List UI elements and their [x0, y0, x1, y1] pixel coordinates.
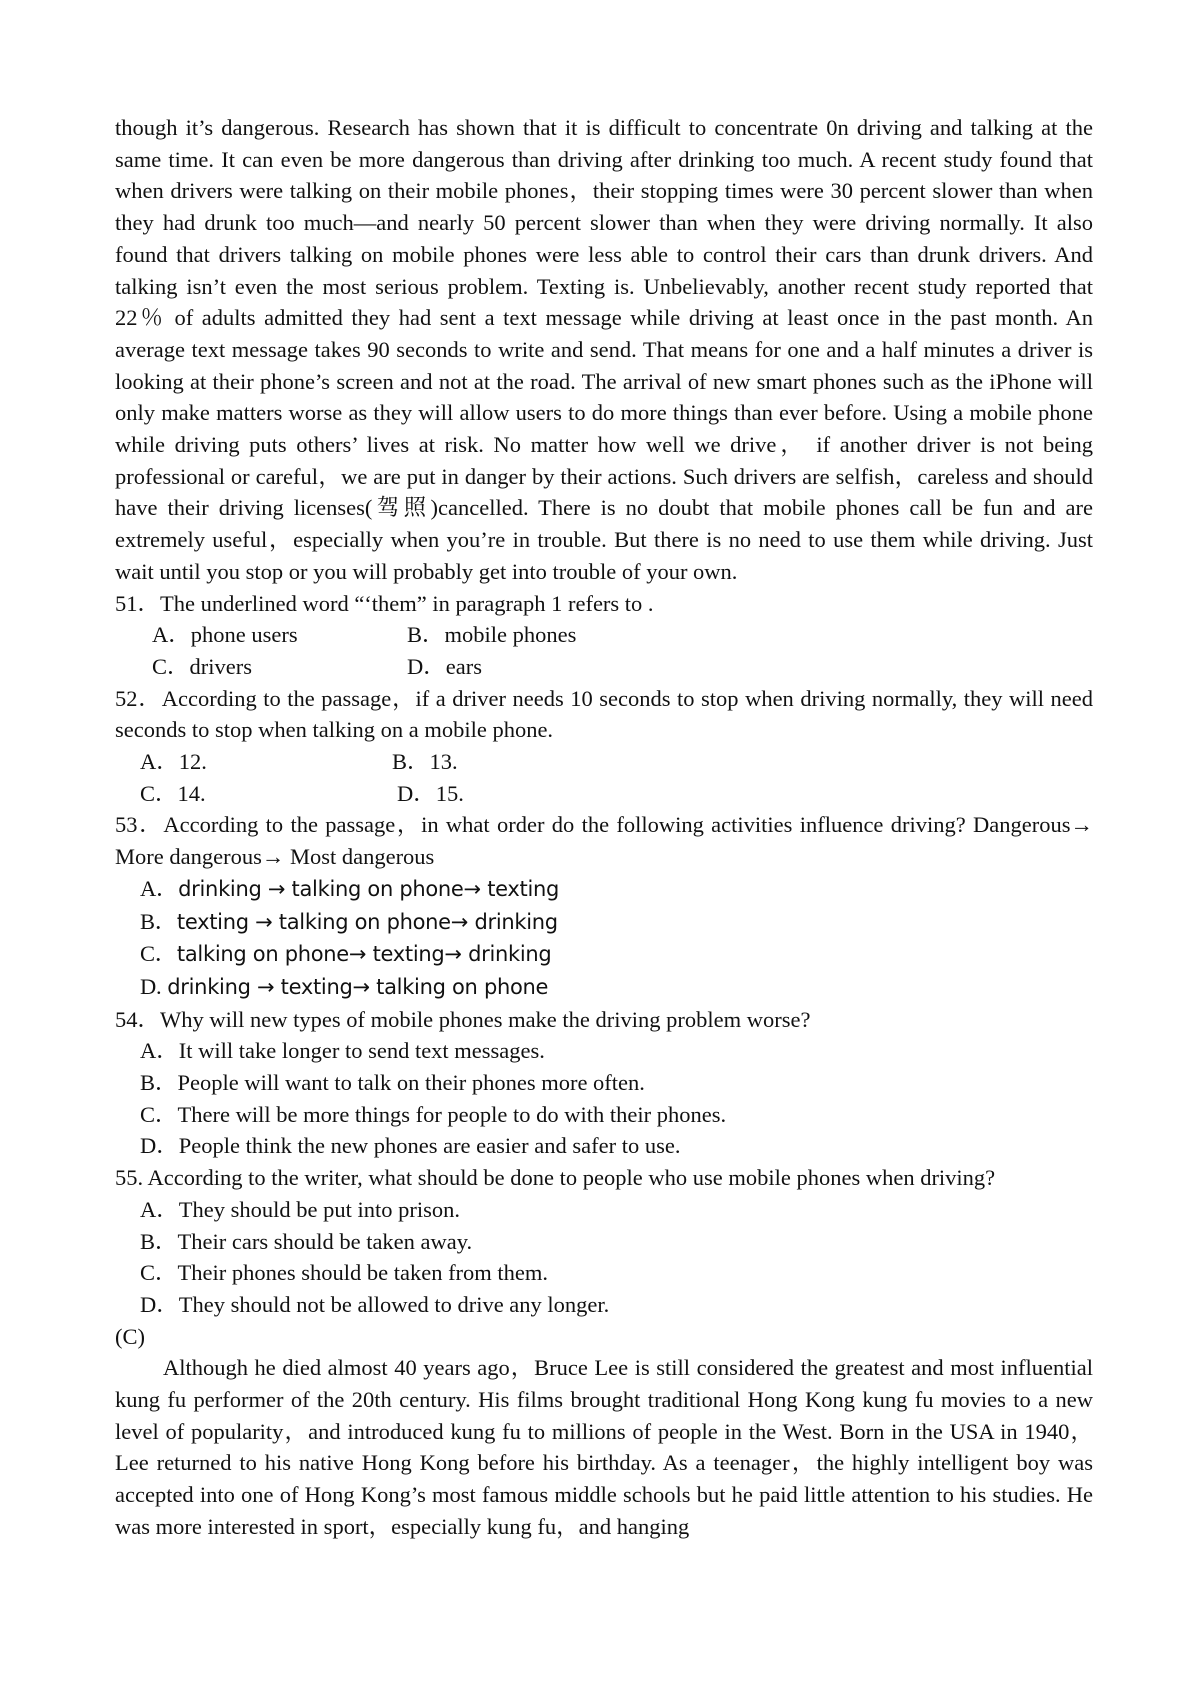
question-52-option-a: A．12. [140, 749, 207, 775]
option-label: A． [140, 875, 179, 901]
question-54-stem: 54．Why will new types of mobile phones make the driving problem worse? [115, 1006, 811, 1032]
question-53-stem: 53．According to the passage，in what order do the following activities influence driving? Dangerous→ More dangerous→ Most dangerous [115, 812, 1093, 870]
option-text: drinking → talking on phone→ texting [178, 876, 560, 901]
question-54-option-c: C．There will be more things for people to do with their phones. [140, 1101, 727, 1127]
question-54 [115, 1004, 1093, 1163]
question-55-option-d: D．They should not be allowed to drive any longer. [140, 1291, 610, 1317]
option-text: texting → talking on phone→ drinking [176, 909, 558, 934]
question-55-option-c: C．Their phones should be taken from them. [140, 1260, 549, 1286]
question-54-option-b: B．People will want to talk on their phones more often. [140, 1070, 645, 1096]
question-53-option-a [140, 873, 1093, 906]
question-52-option-d: D．15. [397, 780, 464, 806]
question-52-option-b: B．13. [392, 749, 458, 775]
question-52 [115, 683, 1093, 810]
question-52-options-row-2 [115, 778, 1093, 810]
question-51-option-b: B．mobile phones [407, 622, 577, 648]
question-55 [115, 1162, 1093, 1321]
option-text: drinking → texting→ talking on phone [167, 974, 549, 999]
option-label: B． [140, 908, 177, 934]
question-53-option-b [140, 906, 1093, 939]
question-53-option-c [140, 938, 1093, 971]
question-55-stem: 55. According to the writer, what should be done to people who use mobile phones when driving? [115, 1165, 996, 1191]
section-label-c: (C) [115, 1323, 145, 1349]
question-51 [115, 588, 1093, 683]
passage-b-text: though it’s dangerous. Research has shown that it is difficult to concentrate 0n driving and talking at the same time. It can even be more dangerous than driving after drinking too much. A recent study found that when drivers were talking on their mobile phones，their stopping times were 30 percent slower than when they had drunk too much—and nearly 50 percent slower than when they were driving normally. It also found that drivers talking on mobile phones were less able to control their cars than drunk drivers. And talking isn’t even the most serious problem. Texting is. Unbelievably, another recent study reported that 22％ of adults admitted they had sent a text message while driving at least once in the past month. An average text message takes 90 seconds to write and send. That means for one and a half minutes a driver is looking at their phone’s screen and not at the road. The arrival of new smart phones such as the iPhone will only make matters worse as they will allow users to do more things than ever before. Using a mobile phone while driving puts others’ lives at risk. No matter how well we drive， if another driver is not being professional or careful，we are put in danger by their actions. Such drivers are selfish，careless and should have their driving licenses(驾照)cancelled. There is no doubt that mobile phones call be fun and are extremely useful，especially when you’re in trouble. But there is no need to use them while driving. Just wait until you stop or you will probably get into trouble of your own. [115, 115, 1093, 584]
question-52-options-row-1 [115, 746, 1093, 778]
question-53 [115, 809, 1093, 1003]
question-55-option-b: B．Their cars should be taken away. [140, 1228, 473, 1254]
exam-page [115, 112, 1093, 1543]
passage-c-text: Although he died almost 40 years ago，Bruce Lee is still considered the greatest and most influential kung fu performer of the 20th century. His films brought traditional Hong Kong kung fu movies to a new level of popularity，and introduced kung fu to millions of people in the West. Born in the USA in 1940，Lee returned to his native Hong Kong before his birthday. As a teenager，the highly intelligent boy was accepted into one of Hong Kong’s most famous middle schools but he paid little attention to his studies. He was more interested in sport，especially kung fu，and hanging [115, 1355, 1093, 1539]
option-text: talking on phone→ texting→ drinking [176, 942, 552, 967]
question-52-option-c: C．14. [140, 780, 206, 806]
question-54-option-d: D．People think the new phones are easier and safer to use. [140, 1133, 681, 1159]
question-55-option-a: A．They should be put into prison. [140, 1196, 460, 1222]
option-label: C． [140, 941, 177, 967]
question-51-option-a: A．phone users [152, 622, 298, 648]
question-52-stem: 52．According to the passage，if a driver needs 10 seconds to stop when driving normally, they will need seconds to stop when talking on a mobile phone. [115, 685, 1093, 743]
question-51-option-d: D．ears [407, 653, 482, 679]
question-51-stem: 51．The underlined word “‘them” in paragraph 1 refers to . [115, 590, 654, 616]
option-label: D. [140, 973, 162, 999]
question-53-option-d [140, 971, 1093, 1004]
question-51-option-c: C．drivers [152, 653, 252, 679]
question-54-option-a: A．It will take longer to send text messages. [140, 1038, 545, 1064]
question-51-options-row-1 [115, 619, 1093, 651]
question-51-options-row-2 [115, 651, 1093, 683]
